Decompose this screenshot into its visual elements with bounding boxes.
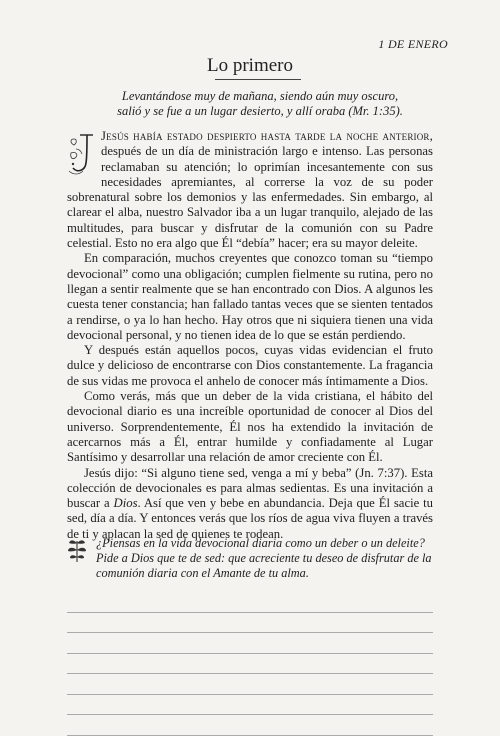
paragraph-1-lead: Jesús había estado despierto hasta tarde la noche anterior, bbox=[101, 129, 433, 143]
reflection-prompt: ¿Piensas en la vida devocional diaria como un deber o un deleite? Pide a Dios que te de sed: que acreciente tu deseo de disfrutar de la comunión diaria con el Amante de tu alma. bbox=[96, 536, 432, 580]
writing-line bbox=[67, 613, 433, 634]
writing-line bbox=[67, 674, 433, 695]
epigraph bbox=[110, 89, 410, 119]
epigraph-line-2: salió y se fue a un lugar desierto, y allí oraba (Mr. 1:35). bbox=[117, 104, 403, 118]
writing-line bbox=[67, 695, 433, 716]
writing-line bbox=[67, 592, 433, 613]
writing-line bbox=[67, 715, 433, 736]
paragraph-1-rest: después de un día de ministración largo e intenso. Las personas reclamaban su atención; lo oprimían incesantemente con sus necesidades apremiantes, al correrse la voz de su poder sobrenatural sobre los demonios y las enfermedades. Sin embargo, al clarear el alba, nuestro Salvador iba a un lugar tranquilo, alejado de las multitudes, para buscar y disfrutar de la comunión con su Padre celestial. Esto no era algo que Él “debía” hacer; era su mayor deleite. bbox=[67, 144, 433, 251]
paragraph-1 bbox=[67, 129, 433, 251]
paragraph-5 bbox=[67, 466, 433, 542]
paragraph-5-b: . Así que ven y bebe en abundancia. Deja que Él sacie tu sed, día a día. Y entonces verás que los ríos de agua viva fluyen a través de ti y aplacan la sed de quienes te rodean. bbox=[67, 496, 433, 541]
title-underline bbox=[215, 79, 301, 80]
writing-lines bbox=[67, 592, 433, 736]
page-title: Lo primero bbox=[206, 55, 293, 76]
body-text bbox=[67, 129, 433, 542]
paragraph-3: Y después están aquellos pocos, cuyas vidas evidencian el fruto dulce y delicioso de encontrarse con Dios constantemente. La fragancia de sus vidas me provoca el anhelo de conocer más íntimamente a Dios. bbox=[67, 343, 433, 388]
leaf-sprig-icon bbox=[66, 535, 88, 563]
paragraph-4: Como verás, más que un deber de la vida cristiana, el hábito del devocional diario es una increíble oportunidad de conocer al Dios del universo. Sorprendentemente, Él nos ha extendido la invitación de acercarnos más a Él, entrar humilde y confiadamente al Lugar Santísimo y desarrollar una relación de amor creciente con Él. bbox=[67, 389, 433, 465]
ornamental-letter-j-icon bbox=[67, 131, 95, 175]
writing-line bbox=[67, 654, 433, 675]
epigraph-line-1: Levantándose muy de mañana, siendo aún muy oscuro, bbox=[121, 89, 399, 103]
writing-line bbox=[67, 633, 433, 654]
paragraph-5-a: Jesús dijo: “Si alguno tiene sed, venga a mí y beba” (Jn. 7:37). Esta colección de devocionales es para almas sedientas. Es una invitación a buscar a bbox=[67, 465, 433, 511]
paragraph-2: En comparación, muchos creyentes que conozco toman su “tiempo devocional” como una obligación; cumplen fielmente su rutina, pero no llegan a sentir realmente que se han encontrado con Dios. A algunos les cuesta tener constancia; han fallado tantas veces que se sienten tentados a rendirse, o ya lo han hecho. Hay otros que ni siquiera tienen una vida devocional personal, y no tienen idea de lo que se están perdiendo. bbox=[67, 251, 433, 342]
page-date: 1 DE ENERO bbox=[378, 37, 448, 51]
paragraph-5-emphasis: Dios bbox=[113, 496, 138, 511]
